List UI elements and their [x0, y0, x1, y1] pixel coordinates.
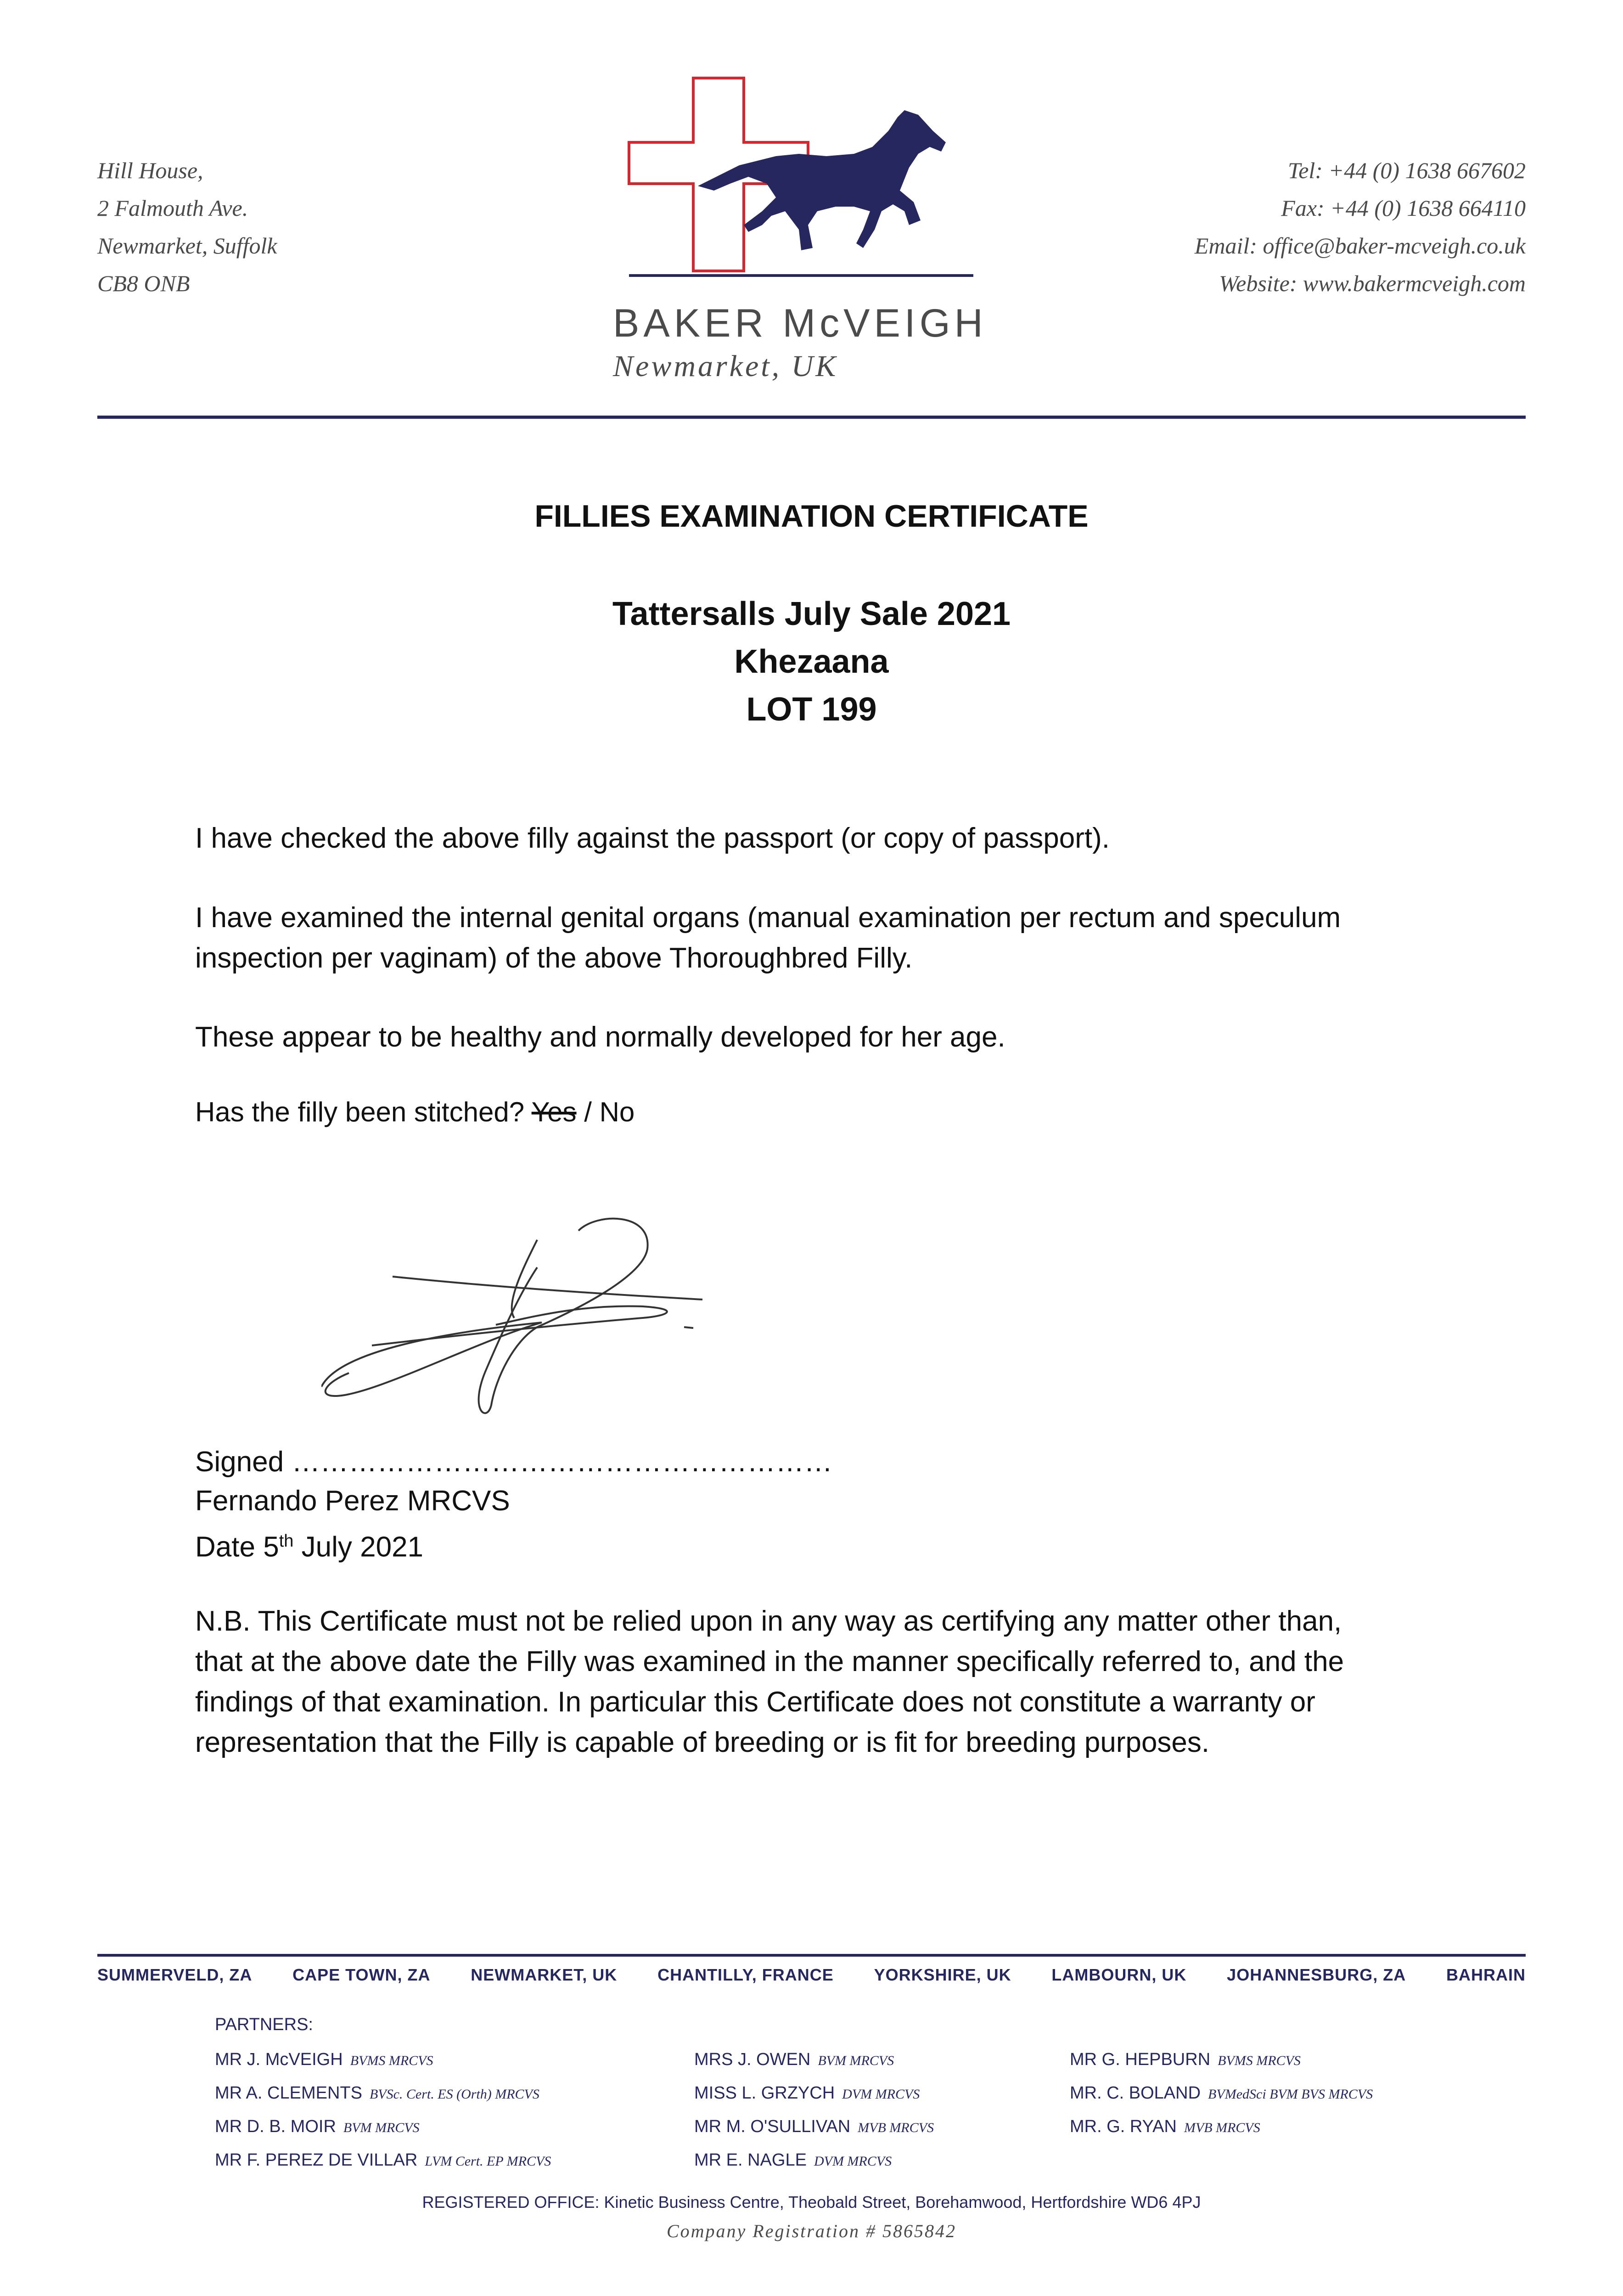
- signed-line: [195, 1442, 832, 1482]
- office-location: YORKSHIRE, UK: [874, 1965, 1011, 1984]
- date-suffix: th: [279, 1531, 294, 1551]
- address-line: Hill House,: [97, 158, 203, 183]
- stitched-question-text: Has the filly been stitched?: [195, 1097, 525, 1127]
- office-location: NEWMARKET, UK: [471, 1965, 618, 1984]
- office-location: SUMMERVELD, ZA: [97, 1965, 253, 1984]
- stitched-yes-struck: Yes: [531, 1097, 577, 1127]
- horse-name: Khezaana: [734, 643, 889, 680]
- partner-entry: MR F. PEREZ DE VILLAR LVM Cert. EP MRCVS: [215, 2150, 551, 2170]
- signature-dots: …………………………………………………: [292, 1446, 833, 1478]
- address-line: 2 Falmouth Ave.: [97, 195, 248, 221]
- office-locations: [97, 1965, 1526, 1985]
- registered-office: REGISTERED OFFICE: Kinetic Business Centre, Theobald Street, Borehamwood, Hertfordshire WD6 4PJ: [422, 2193, 1201, 2212]
- partner-entry: MR G. HEPBURN BVMS MRCVS: [1070, 2050, 1301, 2069]
- disclaimer-line: that at the above date the Filly was examined in the manner specifically referred to, and the: [195, 1646, 1344, 1677]
- contact-website: Website: www.bakermcveigh.com: [1219, 270, 1526, 296]
- partner-entry: MR D. B. MOIR BVM MRCVS: [215, 2117, 420, 2136]
- address-line: Newmarket, Suffolk: [97, 233, 277, 259]
- address-line: CB8 ONB: [97, 270, 190, 296]
- office-location: LAMBOURN, UK: [1051, 1965, 1187, 1984]
- partner-entry: MR. G. RYAN MVB MRCVS: [1070, 2117, 1260, 2136]
- stitched-separator: /: [584, 1097, 592, 1127]
- partner-entry: MR. C. BOLAND BVMedSci BVM BVS MRCVS: [1070, 2083, 1373, 2103]
- disclaimer-line: representation that the Filly is capable of breeding or is fit for breeding purposes.: [195, 1727, 1210, 1758]
- partners-column-2: [694, 2043, 934, 2178]
- logo-horse-cross: [624, 73, 973, 289]
- partner-entry: MISS L. GRZYCH DVM MRCVS: [694, 2083, 920, 2103]
- stitched-no: No: [599, 1097, 635, 1127]
- partner-entry: MR A. CLEMENTS BVSc. Cert. ES (Orth) MRCVS: [215, 2083, 539, 2103]
- examination-line: inspection per vaginam) of the above Thoroughbred Filly.: [195, 942, 913, 974]
- handwritten-signature: [321, 1212, 758, 1424]
- office-location: CHANTILLY, FRANCE: [657, 1965, 834, 1984]
- disclaimer-line: N.B. This Certificate must not be relied upon in any way as certifying any matter other than,: [195, 1605, 1342, 1637]
- examination-statement: [195, 898, 1435, 979]
- sale-title: Tattersalls July Sale 2021: [612, 596, 1011, 632]
- office-location: CAPE TOWN, ZA: [292, 1965, 431, 1984]
- brand-subtitle: Newmarket, UK: [613, 349, 838, 383]
- contact-fax: Fax: +44 (0) 1638 664110: [1281, 195, 1526, 221]
- contact-phone: Tel: +44 (0) 1638 667602: [1288, 158, 1526, 183]
- signature-date: [195, 1521, 423, 1568]
- partner-entry: MR M. O'SULLIVAN MVB MRCVS: [694, 2117, 934, 2136]
- examination-line: I have examined the internal genital organs (manual examination per rectum and speculum: [195, 902, 1341, 934]
- office-location: JOHANNESBURG, ZA: [1227, 1965, 1406, 1984]
- partner-entry: MR J. McVEIGH BVMS MRCVS: [215, 2050, 433, 2069]
- company-registration: Company Registration # 5865842: [666, 2221, 957, 2241]
- disclaimer: [195, 1601, 1435, 1763]
- date-day: 5: [263, 1531, 279, 1563]
- office-location: BAHRAIN: [1446, 1965, 1526, 1984]
- partners-column-3: [1070, 2043, 1373, 2144]
- contact-email: Email: office@baker-mcveigh.co.uk: [1194, 233, 1526, 259]
- health-statement: These appear to be healthy and normally developed for her age.: [195, 1021, 1005, 1053]
- partners-label: PARTNERS:: [215, 2015, 313, 2034]
- partner-entry: MRS J. OWEN BVM MRCVS: [694, 2050, 894, 2069]
- address-block: [97, 152, 277, 302]
- date-month-year: July 2021: [301, 1531, 424, 1563]
- passport-statement: I have checked the above filly against the passport (or copy of passport).: [195, 822, 1110, 854]
- partner-entry: MR E. NAGLE DVM MRCVS: [694, 2150, 892, 2170]
- header-divider: [97, 416, 1526, 419]
- certificate-title: FILLIES EXAMINATION CERTIFICATE: [534, 499, 1089, 534]
- signed-label: Signed: [195, 1446, 284, 1478]
- stitched-question: [195, 1092, 1435, 1132]
- footer-divider: [97, 1954, 1526, 1957]
- brand-name: BAKER McVEIGH: [613, 301, 987, 345]
- date-label: Date: [195, 1531, 255, 1563]
- signatory-name: Fernando Perez MRCVS: [195, 1485, 510, 1517]
- disclaimer-line: findings of that examination. In particular this Certificate does not constitute a warranty or: [195, 1686, 1315, 1718]
- partners-column-1: [215, 2043, 551, 2178]
- lot-number: LOT 199: [746, 691, 877, 728]
- contact-block: [1195, 152, 1526, 302]
